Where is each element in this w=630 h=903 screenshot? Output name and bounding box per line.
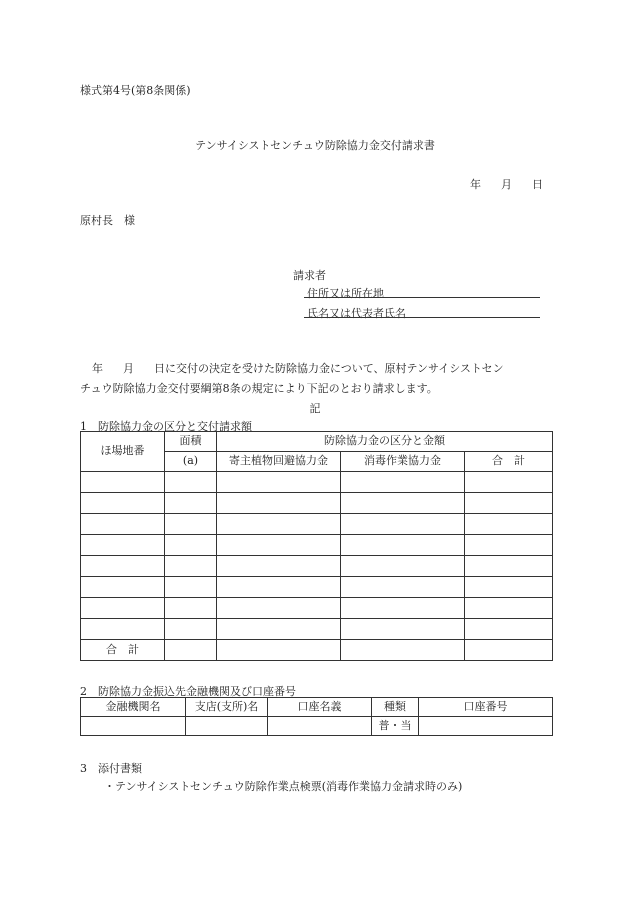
- body-year: 年: [92, 362, 103, 375]
- date-line: [470, 176, 543, 192]
- table-row: [81, 619, 553, 640]
- table-row: [81, 598, 553, 619]
- col-avoidance: 寄主植物回避協力金: [217, 452, 341, 472]
- table-row: [81, 514, 553, 535]
- row-total-label: 合 計: [81, 640, 165, 661]
- date-year: 年: [470, 178, 481, 191]
- ki-mark: 記: [309, 402, 321, 415]
- document-title: テンサイシストセンチュウ防除協力金交付請求書: [195, 139, 435, 152]
- address-label: 住所又は所在地: [307, 287, 384, 300]
- branch-name-cell[interactable]: [186, 717, 268, 736]
- name-underline: [304, 317, 540, 318]
- table-row: [81, 556, 553, 577]
- date-month: 月: [501, 178, 512, 191]
- col-disinfection: 消毒作業協力金: [341, 452, 465, 472]
- col-branch-name: 支店(支所)名: [186, 698, 268, 717]
- col-account-type: 種類: [372, 698, 419, 717]
- requester-label: 請求者: [293, 269, 326, 282]
- col-amount-group: 防除協力金の区分と金額: [217, 432, 553, 452]
- col-total: 合 計: [465, 452, 553, 472]
- table-row: [81, 472, 553, 493]
- name-label: 氏名又は代表者氏名: [307, 307, 406, 320]
- address-underline: [304, 297, 540, 298]
- attachment-item: ・テンサイシストセンチュウ防除作業点検票(消毒作業協力金請求時のみ): [104, 780, 463, 793]
- bank-name-cell[interactable]: [81, 717, 186, 736]
- body-line1-rest: 日に交付の決定を受けた防除協力金について、原村テンサイシストセン: [154, 362, 504, 375]
- section3-heading: 3 添付書類: [80, 762, 142, 775]
- account-holder-cell[interactable]: [268, 717, 372, 736]
- col-account-holder: 口座名義: [268, 698, 372, 717]
- col-bank-name: 金融機関名: [81, 698, 186, 717]
- body-line-1: [92, 360, 504, 376]
- col-area-unit: (a): [165, 452, 217, 472]
- bank-table: [80, 697, 553, 736]
- table-row: [81, 493, 553, 514]
- section2-heading: 2 防除協力金振込先金融機関及び口座番号: [80, 685, 296, 698]
- date-day: 日: [532, 178, 543, 191]
- total-row: [81, 640, 553, 661]
- account-number-cell[interactable]: [419, 717, 553, 736]
- subsidy-table: [80, 431, 553, 661]
- addressee: 原村長 様: [80, 214, 135, 227]
- form-number: 様式第4号(第8条関係): [80, 84, 191, 97]
- col-area: 面積: [165, 432, 217, 452]
- col-field-number: ほ場地番: [81, 432, 165, 472]
- account-type-value[interactable]: 普・当: [372, 717, 419, 736]
- section1-heading: 1 防除協力金の区分と交付請求額: [80, 420, 252, 433]
- table-row: [81, 535, 553, 556]
- body-line-2: チュウ防除協力金交付要綱第8条の規定により下記のとおり請求します。: [80, 382, 438, 395]
- table-row: [81, 577, 553, 598]
- col-account-number: 口座番号: [419, 698, 553, 717]
- body-month: 月: [123, 362, 134, 375]
